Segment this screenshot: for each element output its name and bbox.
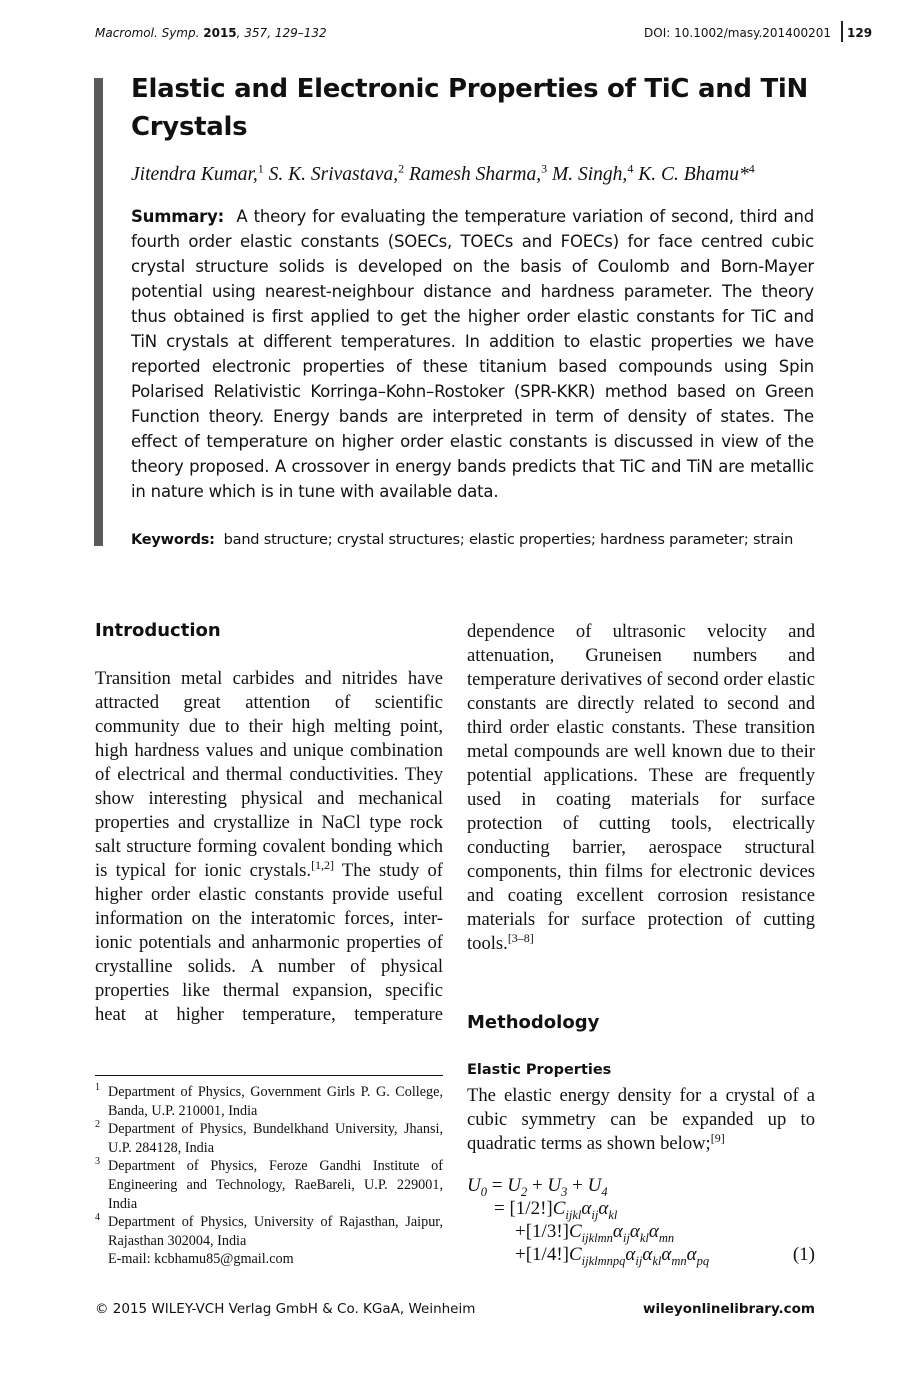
- elastic-properties-subheading: Elastic Properties: [467, 1062, 612, 1078]
- footnote-divider: [95, 1075, 443, 1076]
- abstract-side-bar: [94, 78, 103, 546]
- introduction-text-left: [95, 620, 815, 1030]
- methodology-paragraph: The elastic energy density for a crystal of a cubic symmetry can be expanded up to quadratic terms as shown below;: [467, 1085, 815, 1154]
- footnote-text: Department of Physics, Bundelkhand University, Jhansi, U.P. 284128, India: [108, 1121, 443, 1156]
- publisher-site-link[interactable]: wileyonlinelibrary.com: [643, 1301, 815, 1317]
- equation-line: = $[1/2!]C_{ijkl}\alpha_{ij}\alpha_{kl}$: [494, 1198, 618, 1222]
- footnote-number: 2: [95, 1119, 100, 1131]
- header-divider: [841, 21, 843, 42]
- email-address[interactable]: E-mail: kcbhamu85@gmail.com: [108, 1251, 294, 1268]
- equation-line: $U_0 = U_2 + U_3 + U_4$: [467, 1175, 608, 1199]
- affiliation-footnotes: [95, 1083, 443, 1269]
- author-name: K. C. Bhamu*: [638, 164, 749, 185]
- introduction-heading: Introduction: [95, 620, 221, 641]
- equation-line: $+[1/4!]C_{ijklmnpq}\alpha_{ij}\alpha_{kl}\alpha_{mn}\alpha_{pq}$ (1): [515, 1244, 815, 1268]
- journal-volume: , 357, 129–132: [236, 26, 327, 40]
- methodology-text: [467, 1084, 815, 1156]
- copyright-notice: © 2015 WILEY-VCH Verlag GmbH & Co. KGaA, Weinheim: [95, 1301, 476, 1317]
- citation-ref[interactable]: [9]: [710, 1130, 725, 1145]
- summary-text: A theory for evaluating the temperature variation of second, third and fourth order elastic constants (SOECs, TOECs and FOECs) for face centred cubic crystal structure solids is developed on the basis of Coulomb and Born-Mayer potential using nearest-neighbour distance and hardness parameter. The theory thus obtained is first applied to get the higher order elastic constants for TiC and TiN crystals at different temperatures. In addition to elastic properties we have reported electronic properties of these titanium based compounds using Spin Polarised Relativistic Korringa–Kohn–Rostoker (SPR-KKR) method based on Green Function theory. Energy bands are interpreted in term of density of states. The effect of temperature on higher order elastic constants is discussed in view of the theory proposed. A crossover in energy bands predicts that TiC and TiN are metallic in nature which is in tune with available data.: [131, 207, 815, 501]
- footnote-number: 4: [95, 1212, 100, 1224]
- journal-name: Macromol. Symp.: [95, 26, 200, 40]
- equation-number: (1): [792, 1244, 815, 1265]
- keywords: [131, 529, 831, 551]
- journal-year: 2015: [203, 26, 237, 40]
- footnote-number: 1: [95, 1082, 100, 1093]
- author-affiliation: 4: [748, 161, 755, 176]
- footnote: [95, 1120, 443, 1157]
- doi-link[interactable]: DOI: 10.1002/masy.201400201: [644, 26, 831, 40]
- author-list: [131, 160, 831, 190]
- footnote: [95, 1083, 443, 1120]
- keywords-text: band structure; crystal structures; elastic properties; hardness parameter; strain: [223, 532, 794, 548]
- footnote-text: Department of Physics, University of Rajasthan, Jaipur, Rajasthan 302004, India: [108, 1214, 443, 1249]
- equation-line: $+[1/3!]C_{ijklmn}\alpha_{ij}\alpha_{kl}\alpha_{mn}$: [515, 1221, 675, 1245]
- intro-paragraph-a: Transition metal carbides and nitrides have attracted great attention of scientific community due to their high melting point, high hardness values and unique combination of electrical and thermal conductivities. They show interesting physical and mechanical properties and crystallize in NaCl type rock salt structure forming covalent bonding which is typical for ionic crystals.: [95, 668, 443, 881]
- author-name: Jitendra Kumar,: [131, 164, 258, 185]
- email-line: [95, 1250, 443, 1269]
- methodology-heading: Methodology: [467, 1012, 600, 1033]
- footnote: [95, 1157, 443, 1213]
- running-header-citation: [95, 26, 327, 40]
- author-affiliation: 2: [398, 161, 405, 176]
- column-spacer: [95, 620, 443, 667]
- citation-ref[interactable]: [1,2]: [311, 857, 335, 872]
- footnote-number: 3: [95, 1156, 100, 1168]
- page-number: 129: [847, 26, 873, 40]
- author-affiliation: 1: [257, 161, 264, 176]
- author-affiliation: 4: [627, 161, 634, 176]
- article-title: Elastic and Electronic Properties of TiC and TiN Crystals: [131, 74, 808, 142]
- footnote: [95, 1213, 443, 1250]
- equation-1: [467, 1174, 815, 1266]
- footnote-text: Department of Physics, Feroze Gandhi Institute of Engineering and Technology, RaeBareli, U.P. 229001, India: [108, 1158, 443, 1212]
- abstract-summary: [131, 204, 814, 504]
- author-name: Ramesh Sharma,: [408, 164, 542, 185]
- summary-label: Summary:: [131, 207, 225, 226]
- author-name: S. K. Srivastava,: [268, 164, 399, 185]
- intro-paragraph-b: The study of higher order elastic constants provide useful information on the interatomic forces, inter-ionic potentials and anharmonic properties of crystalline solids. A number of physical properties like thermal expansion, specific heat at higher temperature, temperature dependence of ultrasonic velocity and attenuation, Gruneisen numbers and temperature derivatives of second order elastic constants are directly related to second and third order elastic constants. These transition metal compounds are well known due to their potential applications. These are frequently used in coating materials for surface protection of cutting tools, electrically conducting barrier, aerospace structural components, thin films for electronic devices and coating excellent corrosion resistance materials for surface protection of cutting tools.: [95, 621, 815, 1025]
- author-name: M. Singh,: [552, 164, 628, 185]
- keywords-label: Keywords:: [131, 532, 215, 548]
- author-affiliation: 3: [541, 161, 548, 176]
- citation-ref[interactable]: [3–8]: [507, 930, 534, 945]
- footnote-text: Department of Physics, Government Girls P. G. College, Banda, U.P. 210001, India: [108, 1084, 443, 1119]
